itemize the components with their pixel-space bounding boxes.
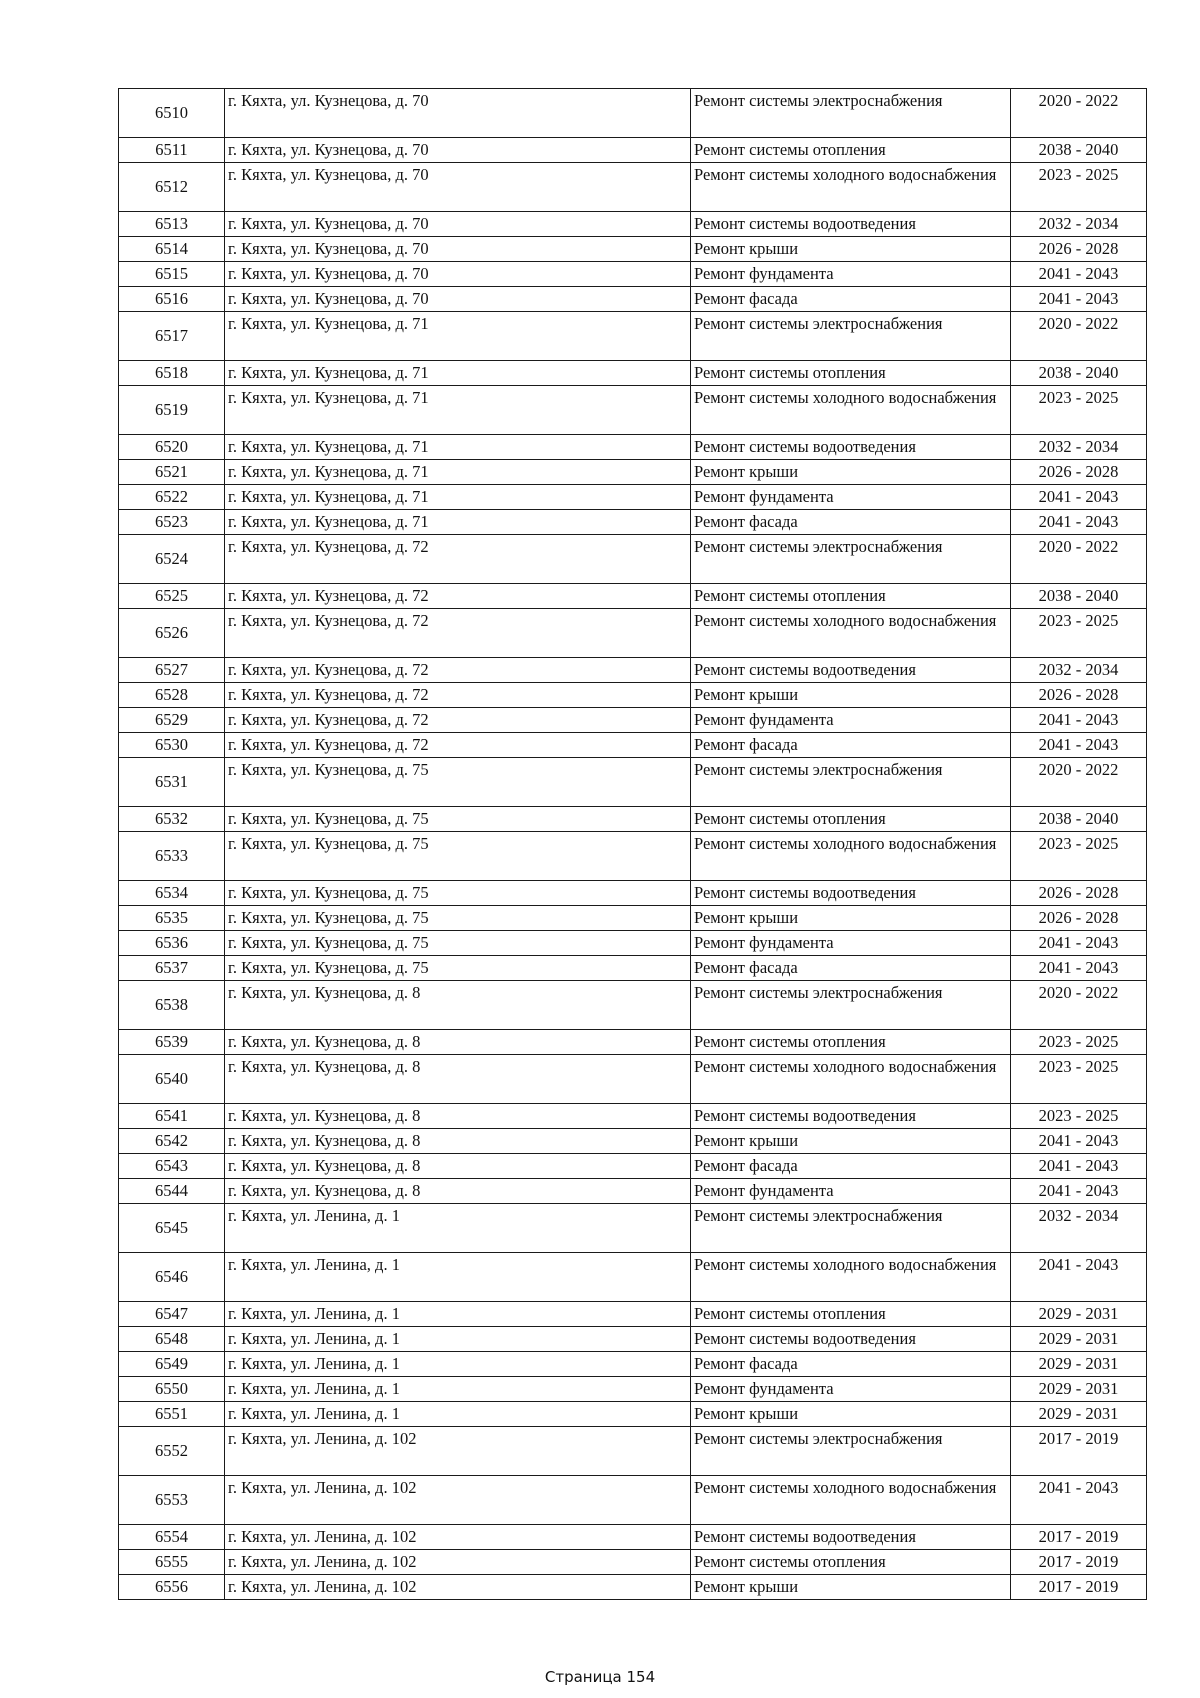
table-row	[119, 1550, 1147, 1575]
cell-work-type: Ремонт системы водоотведения	[691, 881, 1011, 906]
cell-address: г. Кяхта, ул. Кузнецова, д. 75	[225, 832, 691, 881]
cell-address: г. Кяхта, ул. Кузнецова, д. 70	[225, 237, 691, 262]
cell-work-type: Ремонт системы отопления	[691, 138, 1011, 163]
cell-address: г. Кяхта, ул. Кузнецова, д. 8	[225, 1030, 691, 1055]
table-row	[119, 1575, 1147, 1600]
cell-period: 2020 - 2022	[1011, 312, 1147, 361]
cell-work-type: Ремонт фасада	[691, 510, 1011, 535]
cell-address: г. Кяхта, ул. Кузнецова, д. 72	[225, 733, 691, 758]
cell-work-type: Ремонт системы водоотведения	[691, 1104, 1011, 1129]
cell-work-type: Ремонт системы отопления	[691, 1030, 1011, 1055]
cell-address: г. Кяхта, ул. Кузнецова, д. 8	[225, 1129, 691, 1154]
cell-period: 2041 - 2043	[1011, 262, 1147, 287]
cell-number: 6551	[119, 1402, 225, 1427]
cell-period: 2041 - 2043	[1011, 733, 1147, 758]
cell-number: 6510	[119, 89, 225, 138]
cell-work-type: Ремонт фасада	[691, 1154, 1011, 1179]
cell-period: 2041 - 2043	[1011, 1129, 1147, 1154]
cell-period: 2026 - 2028	[1011, 906, 1147, 931]
table-row	[119, 683, 1147, 708]
table-row	[119, 658, 1147, 683]
cell-address: г. Кяхта, ул. Ленина, д. 102	[225, 1476, 691, 1525]
cell-address: г. Кяхта, ул. Кузнецова, д. 75	[225, 956, 691, 981]
cell-work-type: Ремонт системы холодного водоснабжения	[691, 609, 1011, 658]
cell-work-type: Ремонт фундамента	[691, 931, 1011, 956]
cell-number: 6553	[119, 1476, 225, 1525]
cell-period: 2041 - 2043	[1011, 287, 1147, 312]
table-body	[119, 89, 1147, 1600]
cell-number: 6514	[119, 237, 225, 262]
cell-period: 2029 - 2031	[1011, 1402, 1147, 1427]
cell-address: г. Кяхта, ул. Кузнецова, д. 75	[225, 906, 691, 931]
table-row	[119, 89, 1147, 138]
table-row	[119, 956, 1147, 981]
cell-number: 6521	[119, 460, 225, 485]
table-row	[119, 1302, 1147, 1327]
table-row	[119, 807, 1147, 832]
repair-schedule-table	[118, 88, 1147, 1600]
cell-period: 2023 - 2025	[1011, 609, 1147, 658]
table-row	[119, 1327, 1147, 1352]
cell-period: 2023 - 2025	[1011, 1030, 1147, 1055]
cell-number: 6512	[119, 163, 225, 212]
cell-work-type: Ремонт фундамента	[691, 708, 1011, 733]
table-row	[119, 361, 1147, 386]
cell-period: 2041 - 2043	[1011, 510, 1147, 535]
table-row	[119, 1154, 1147, 1179]
table-row	[119, 485, 1147, 510]
table-row	[119, 212, 1147, 237]
cell-number: 6554	[119, 1525, 225, 1550]
page-number: Страница 154	[544, 1668, 656, 1686]
cell-address: г. Кяхта, ул. Кузнецова, д. 8	[225, 1055, 691, 1104]
cell-address: г. Кяхта, ул. Кузнецова, д. 71	[225, 312, 691, 361]
cell-period: 2029 - 2031	[1011, 1327, 1147, 1352]
cell-period: 2020 - 2022	[1011, 981, 1147, 1030]
cell-number: 6540	[119, 1055, 225, 1104]
table-row	[119, 510, 1147, 535]
cell-number: 6548	[119, 1327, 225, 1352]
cell-number: 6515	[119, 262, 225, 287]
cell-period: 2041 - 2043	[1011, 1476, 1147, 1525]
cell-work-type: Ремонт крыши	[691, 683, 1011, 708]
cell-period: 2038 - 2040	[1011, 807, 1147, 832]
cell-number: 6518	[119, 361, 225, 386]
table-row	[119, 262, 1147, 287]
cell-number: 6552	[119, 1427, 225, 1476]
cell-period: 2029 - 2031	[1011, 1377, 1147, 1402]
cell-number: 6523	[119, 510, 225, 535]
cell-address: г. Кяхта, ул. Кузнецова, д. 8	[225, 1179, 691, 1204]
cell-period: 2026 - 2028	[1011, 881, 1147, 906]
table-row	[119, 881, 1147, 906]
cell-work-type: Ремонт системы отопления	[691, 361, 1011, 386]
table-row	[119, 584, 1147, 609]
cell-number: 6524	[119, 535, 225, 584]
cell-period: 2032 - 2034	[1011, 435, 1147, 460]
cell-number: 6535	[119, 906, 225, 931]
cell-number: 6534	[119, 881, 225, 906]
cell-period: 2041 - 2043	[1011, 1154, 1147, 1179]
cell-work-type: Ремонт системы электроснабжения	[691, 312, 1011, 361]
cell-address: г. Кяхта, ул. Кузнецова, д. 70	[225, 262, 691, 287]
cell-number: 6532	[119, 807, 225, 832]
table-row	[119, 733, 1147, 758]
cell-address: г. Кяхта, ул. Кузнецова, д. 75	[225, 881, 691, 906]
cell-address: г. Кяхта, ул. Кузнецова, д. 8	[225, 1104, 691, 1129]
cell-number: 6530	[119, 733, 225, 758]
cell-period: 2041 - 2043	[1011, 1179, 1147, 1204]
table-row	[119, 1352, 1147, 1377]
table-row	[119, 312, 1147, 361]
cell-work-type: Ремонт крыши	[691, 1129, 1011, 1154]
cell-address: г. Кяхта, ул. Кузнецова, д. 72	[225, 708, 691, 733]
table-row	[119, 287, 1147, 312]
cell-period: 2029 - 2031	[1011, 1352, 1147, 1377]
cell-address: г. Кяхта, ул. Кузнецова, д. 75	[225, 931, 691, 956]
cell-period: 2023 - 2025	[1011, 1055, 1147, 1104]
cell-address: г. Кяхта, ул. Кузнецова, д. 70	[225, 163, 691, 212]
cell-period: 2026 - 2028	[1011, 460, 1147, 485]
cell-address: г. Кяхта, ул. Кузнецова, д. 75	[225, 807, 691, 832]
cell-address: г. Кяхта, ул. Ленина, д. 1	[225, 1352, 691, 1377]
cell-work-type: Ремонт фасада	[691, 1352, 1011, 1377]
table-row	[119, 758, 1147, 807]
cell-number: 6547	[119, 1302, 225, 1327]
cell-work-type: Ремонт фасада	[691, 287, 1011, 312]
cell-work-type: Ремонт системы электроснабжения	[691, 758, 1011, 807]
table-row	[119, 832, 1147, 881]
cell-address: г. Кяхта, ул. Кузнецова, д. 71	[225, 435, 691, 460]
cell-address: г. Кяхта, ул. Кузнецова, д. 72	[225, 535, 691, 584]
cell-period: 2023 - 2025	[1011, 1104, 1147, 1129]
cell-address: г. Кяхта, ул. Ленина, д. 102	[225, 1575, 691, 1600]
cell-number: 6555	[119, 1550, 225, 1575]
cell-period: 2029 - 2031	[1011, 1302, 1147, 1327]
cell-number: 6513	[119, 212, 225, 237]
cell-address: г. Кяхта, ул. Кузнецова, д. 72	[225, 584, 691, 609]
cell-period: 2032 - 2034	[1011, 1204, 1147, 1253]
table-row	[119, 138, 1147, 163]
cell-period: 2032 - 2034	[1011, 212, 1147, 237]
cell-address: г. Кяхта, ул. Кузнецова, д. 70	[225, 89, 691, 138]
cell-period: 2023 - 2025	[1011, 386, 1147, 435]
cell-number: 6542	[119, 1129, 225, 1154]
cell-address: г. Кяхта, ул. Кузнецова, д. 70	[225, 212, 691, 237]
cell-address: г. Кяхта, ул. Кузнецова, д. 70	[225, 287, 691, 312]
table-row	[119, 981, 1147, 1030]
cell-number: 6520	[119, 435, 225, 460]
cell-work-type: Ремонт системы холодного водоснабжения	[691, 832, 1011, 881]
cell-work-type: Ремонт системы отопления	[691, 807, 1011, 832]
cell-address: г. Кяхта, ул. Кузнецова, д. 72	[225, 609, 691, 658]
cell-number: 6511	[119, 138, 225, 163]
cell-period: 2038 - 2040	[1011, 584, 1147, 609]
table-row	[119, 1129, 1147, 1154]
cell-work-type: Ремонт системы электроснабжения	[691, 89, 1011, 138]
table-row	[119, 1204, 1147, 1253]
cell-work-type: Ремонт фундамента	[691, 1377, 1011, 1402]
cell-number: 6527	[119, 658, 225, 683]
table-row	[119, 460, 1147, 485]
cell-number: 6539	[119, 1030, 225, 1055]
cell-period: 2017 - 2019	[1011, 1575, 1147, 1600]
cell-number: 6543	[119, 1154, 225, 1179]
table-row	[119, 1377, 1147, 1402]
cell-work-type: Ремонт системы водоотведения	[691, 1327, 1011, 1352]
cell-period: 2041 - 2043	[1011, 956, 1147, 981]
cell-work-type: Ремонт системы водоотведения	[691, 212, 1011, 237]
table-row	[119, 1253, 1147, 1302]
table-row	[119, 609, 1147, 658]
cell-work-type: Ремонт системы электроснабжения	[691, 1204, 1011, 1253]
cell-period: 2020 - 2022	[1011, 535, 1147, 584]
cell-period: 2020 - 2022	[1011, 758, 1147, 807]
cell-address: г. Кяхта, ул. Ленина, д. 1	[225, 1402, 691, 1427]
table-row	[119, 931, 1147, 956]
cell-work-type: Ремонт системы холодного водоснабжения	[691, 1055, 1011, 1104]
cell-period: 2017 - 2019	[1011, 1427, 1147, 1476]
cell-number: 6545	[119, 1204, 225, 1253]
table-row	[119, 535, 1147, 584]
cell-address: г. Кяхта, ул. Ленина, д. 102	[225, 1550, 691, 1575]
table-row	[119, 1055, 1147, 1104]
cell-work-type: Ремонт крыши	[691, 906, 1011, 931]
cell-address: г. Кяхта, ул. Кузнецова, д. 72	[225, 658, 691, 683]
cell-address: г. Кяхта, ул. Ленина, д. 102	[225, 1427, 691, 1476]
cell-address: г. Кяхта, ул. Кузнецова, д. 75	[225, 758, 691, 807]
cell-period: 2023 - 2025	[1011, 163, 1147, 212]
table-row	[119, 1427, 1147, 1476]
table-row	[119, 906, 1147, 931]
cell-address: г. Кяхта, ул. Ленина, д. 1	[225, 1327, 691, 1352]
cell-work-type: Ремонт системы электроснабжения	[691, 535, 1011, 584]
cell-period: 2032 - 2034	[1011, 658, 1147, 683]
cell-address: г. Кяхта, ул. Кузнецова, д. 70	[225, 138, 691, 163]
cell-work-type: Ремонт системы отопления	[691, 1550, 1011, 1575]
table-row	[119, 386, 1147, 435]
cell-work-type: Ремонт системы водоотведения	[691, 435, 1011, 460]
table-row	[119, 1402, 1147, 1427]
cell-number: 6519	[119, 386, 225, 435]
table-row	[119, 163, 1147, 212]
cell-number: 6525	[119, 584, 225, 609]
cell-address: г. Кяхта, ул. Кузнецова, д. 71	[225, 485, 691, 510]
cell-work-type: Ремонт системы холодного водоснабжения	[691, 163, 1011, 212]
cell-work-type: Ремонт фасада	[691, 733, 1011, 758]
cell-work-type: Ремонт системы водоотведения	[691, 658, 1011, 683]
cell-period: 2017 - 2019	[1011, 1525, 1147, 1550]
cell-work-type: Ремонт крыши	[691, 237, 1011, 262]
table-row	[119, 1104, 1147, 1129]
cell-number: 6550	[119, 1377, 225, 1402]
cell-period: 2017 - 2019	[1011, 1550, 1147, 1575]
cell-work-type: Ремонт системы холодного водоснабжения	[691, 1476, 1011, 1525]
cell-number: 6533	[119, 832, 225, 881]
cell-address: г. Кяхта, ул. Ленина, д. 1	[225, 1302, 691, 1327]
cell-period: 2041 - 2043	[1011, 1253, 1147, 1302]
cell-number: 6526	[119, 609, 225, 658]
cell-number: 6536	[119, 931, 225, 956]
cell-period: 2026 - 2028	[1011, 683, 1147, 708]
cell-address: г. Кяхта, ул. Ленина, д. 1	[225, 1377, 691, 1402]
table-row	[119, 237, 1147, 262]
cell-address: г. Кяхта, ул. Кузнецова, д. 8	[225, 981, 691, 1030]
cell-work-type: Ремонт системы холодного водоснабжения	[691, 1253, 1011, 1302]
cell-address: г. Кяхта, ул. Кузнецова, д. 72	[225, 683, 691, 708]
cell-number: 6517	[119, 312, 225, 361]
cell-number: 6544	[119, 1179, 225, 1204]
cell-work-type: Ремонт крыши	[691, 460, 1011, 485]
table-row	[119, 1525, 1147, 1550]
cell-work-type: Ремонт системы электроснабжения	[691, 981, 1011, 1030]
cell-address: г. Кяхта, ул. Ленина, д. 1	[225, 1253, 691, 1302]
cell-period: 2041 - 2043	[1011, 931, 1147, 956]
cell-work-type: Ремонт крыши	[691, 1402, 1011, 1427]
cell-number: 6531	[119, 758, 225, 807]
cell-work-type: Ремонт фундамента	[691, 485, 1011, 510]
cell-period: 2020 - 2022	[1011, 89, 1147, 138]
cell-number: 6556	[119, 1575, 225, 1600]
cell-work-type: Ремонт системы электроснабжения	[691, 1427, 1011, 1476]
cell-number: 6529	[119, 708, 225, 733]
table-row	[119, 435, 1147, 460]
table-row	[119, 1030, 1147, 1055]
cell-address: г. Кяхта, ул. Ленина, д. 102	[225, 1525, 691, 1550]
cell-number: 6538	[119, 981, 225, 1030]
cell-address: г. Кяхта, ул. Кузнецова, д. 71	[225, 386, 691, 435]
cell-work-type: Ремонт крыши	[691, 1575, 1011, 1600]
cell-address: г. Кяхта, ул. Кузнецова, д. 8	[225, 1154, 691, 1179]
cell-work-type: Ремонт фундамента	[691, 262, 1011, 287]
cell-period: 2038 - 2040	[1011, 138, 1147, 163]
cell-address: г. Кяхта, ул. Кузнецова, д. 71	[225, 460, 691, 485]
cell-work-type: Ремонт фасада	[691, 956, 1011, 981]
cell-period: 2026 - 2028	[1011, 237, 1147, 262]
cell-work-type: Ремонт фундамента	[691, 1179, 1011, 1204]
table-row	[119, 1179, 1147, 1204]
cell-address: г. Кяхта, ул. Кузнецова, д. 71	[225, 510, 691, 535]
cell-period: 2023 - 2025	[1011, 832, 1147, 881]
cell-work-type: Ремонт системы отопления	[691, 1302, 1011, 1327]
cell-number: 6537	[119, 956, 225, 981]
cell-number: 6549	[119, 1352, 225, 1377]
cell-address: г. Кяхта, ул. Ленина, д. 1	[225, 1204, 691, 1253]
cell-number: 6522	[119, 485, 225, 510]
cell-number: 6541	[119, 1104, 225, 1129]
cell-number: 6546	[119, 1253, 225, 1302]
cell-address: г. Кяхта, ул. Кузнецова, д. 71	[225, 361, 691, 386]
cell-work-type: Ремонт системы холодного водоснабжения	[691, 386, 1011, 435]
cell-number: 6528	[119, 683, 225, 708]
table-row	[119, 1476, 1147, 1525]
cell-period: 2041 - 2043	[1011, 485, 1147, 510]
cell-work-type: Ремонт системы отопления	[691, 584, 1011, 609]
cell-period: 2038 - 2040	[1011, 361, 1147, 386]
cell-number: 6516	[119, 287, 225, 312]
table-row	[119, 708, 1147, 733]
cell-period: 2041 - 2043	[1011, 708, 1147, 733]
cell-work-type: Ремонт системы водоотведения	[691, 1525, 1011, 1550]
